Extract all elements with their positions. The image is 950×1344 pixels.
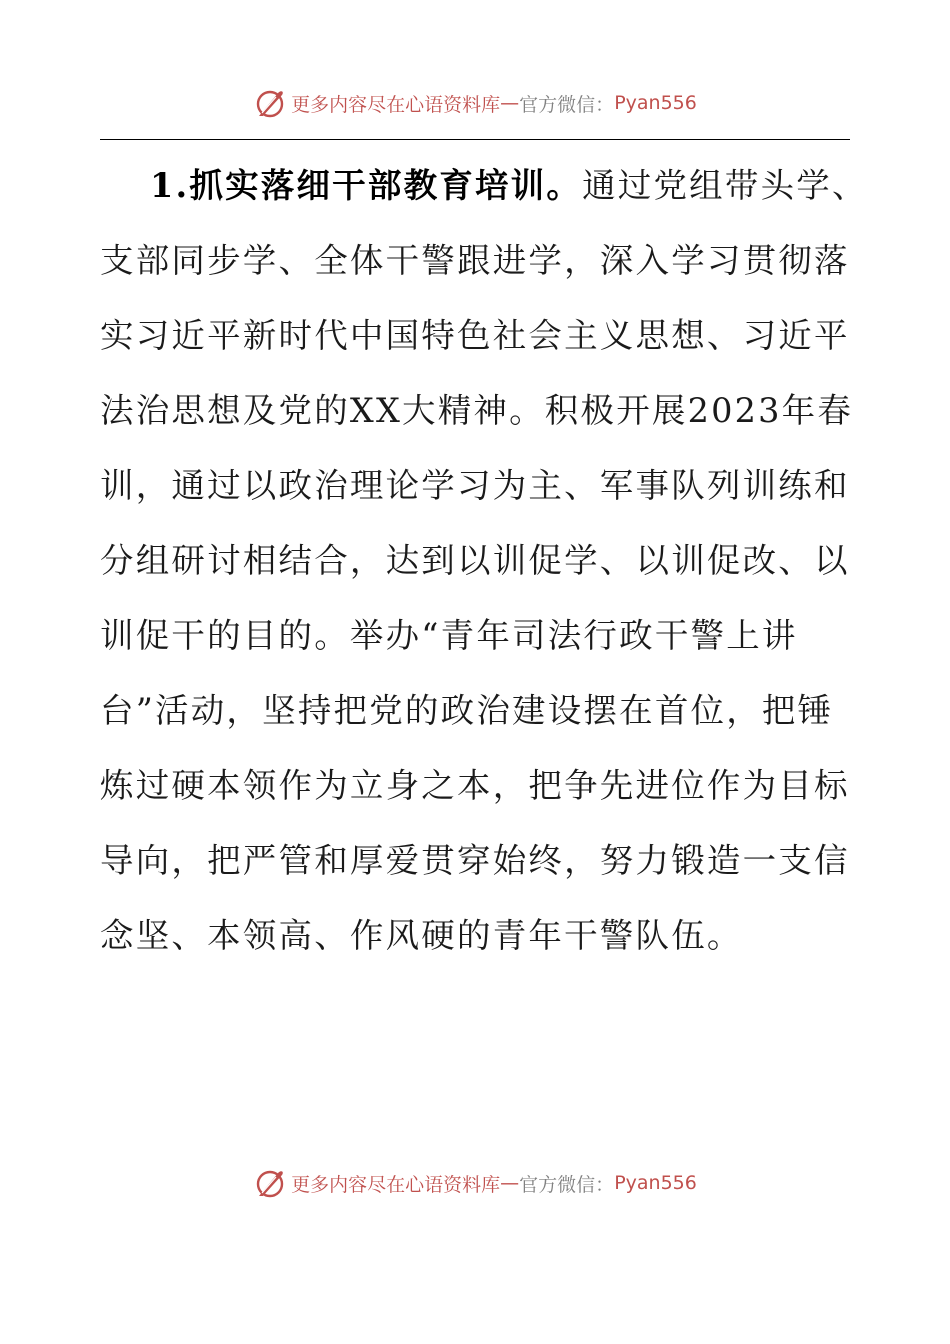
paragraph-line — [100, 148, 868, 223]
banner-title: 更多内容尽在心语资料库 — [291, 1173, 501, 1196]
paragraph-text: 通过党组带头学、 — [582, 166, 868, 205]
paragraph-line: 念坚、本领高、作风硬的青年干警队伍。 — [100, 916, 743, 955]
banner-title: 更多内容尽在心语资料库 — [291, 93, 501, 116]
paragraph-line: 导向，把严管和厚爱贯穿始终，努力锻造一支信 — [100, 841, 850, 880]
banner-wechat-id: Pyan556 — [614, 92, 697, 114]
banner-wechat-id: Pyan556 — [614, 1172, 697, 1194]
document-body — [100, 148, 868, 973]
banner-dash: — — [500, 92, 520, 114]
quill-pen-logo-icon — [253, 86, 287, 120]
paragraph-line: 训，通过以政治理论学习为主、军事队列训练和 — [100, 466, 850, 505]
footer-banner — [0, 1166, 950, 1200]
quill-pen-logo-icon — [253, 1166, 287, 1200]
section-heading: 1.抓实落细干部教育培训。 — [150, 166, 583, 205]
header-divider — [100, 139, 850, 140]
paragraph-line: 支部同步学、全体干警跟进学，深入学习贯彻落 — [100, 241, 850, 280]
paragraph-line: 分组研讨相结合，达到以训促学、以训促改、以 — [100, 541, 850, 580]
paragraph-line: 炼过硬本领作为立身之本，把争先进位作为目标 — [100, 766, 850, 805]
banner-wechat-label: 官方微信： — [519, 1173, 615, 1196]
banner-dash: — — [500, 1172, 520, 1194]
paragraph-line: 训促干的目的。举办“青年司法行政干警上讲 — [100, 616, 798, 655]
paragraph-line: 法治思想及党的XX大精神。积极开展2023年春 — [100, 391, 854, 430]
header-banner — [0, 86, 950, 120]
paragraph-line: 实习近平新时代中国特色社会主义思想、习近平 — [100, 316, 850, 355]
banner-wechat-label: 官方微信： — [519, 93, 615, 116]
paragraph-line: 台”活动，坚持把党的政治建设摆在首位，把锤 — [100, 691, 834, 730]
